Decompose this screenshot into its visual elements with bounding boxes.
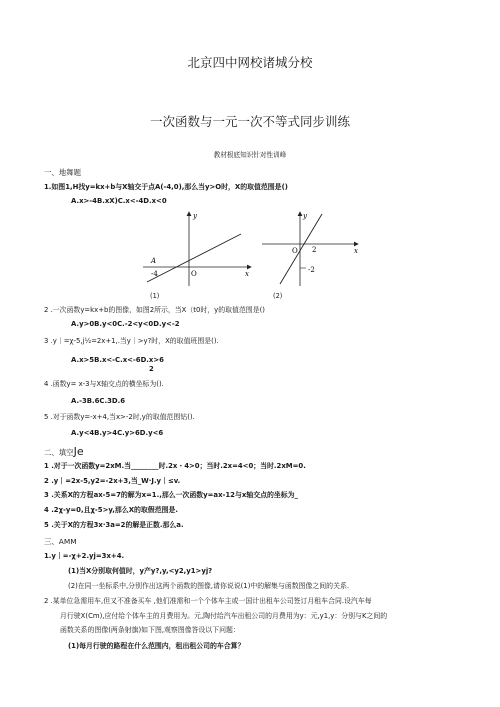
fig1-x-label: x [245, 270, 249, 278]
fig2-neg-intercept-label: -2 [308, 266, 315, 274]
s3-q1b-text: (2)在同一坐标系中,分别作出这两个函数的图像,请你说说(1)中的解集与函数图像之间的关系. [68, 582, 350, 590]
s1-q3-note: 2 [149, 365, 154, 373]
section2-heading [44, 446, 84, 457]
section2-heading-text: 二、填空 [44, 448, 74, 457]
s1-q5-options: A.y<4B.y>4C.y>6D.y<6 [71, 429, 164, 437]
school-name: 北京四中网校诸城分校 [187, 55, 313, 70]
s1-q2-text: 2 .一次函数y=kx+b的图像，如图2所示，当X（t0时，y的取值范围是() [44, 306, 265, 314]
section2-heading-large: Je [73, 445, 84, 458]
s2-q5-text: 5 .关于X的方程3x·3a=2的解是正数.那么a. [44, 521, 184, 529]
fig1-y-label: y [193, 212, 197, 220]
s1-q1-text: 1.如图1,H找y=kx+b与X轴交于点A(-4,0),那么当y>O时，X的取值范围是() [44, 183, 288, 191]
s1-q2-options: A.y>0B.y<0C.-2<y<0D.y<-2 [71, 320, 180, 328]
section3-heading: 三、AMM [44, 537, 77, 546]
s1-q1-options: A.x>-4B.xX)C.x<-4D.x<0 [71, 197, 167, 205]
s1-q4-text: 4 .函数y= x-3与X轴交点的横坐标为(). [44, 380, 164, 388]
fig2-x-label: x [354, 247, 358, 255]
fig1-point-a-label: A [151, 257, 157, 265]
page-title: 一次函数与一元一次不等式同步训练 [149, 114, 350, 129]
s3-q2a-text: (1)每月行驶的路程在什么范围内，租出租公司的车合算？ [68, 642, 245, 650]
s2-q4-text: 4 .2χ-y=0,且χ-5>y,那么X的取假范围是. [44, 506, 178, 514]
fig2-intercept-label: 2 [312, 246, 317, 254]
s3-q1-text: 1.y｜=-χ+2.yj=3x+4. [44, 552, 125, 560]
s1-q3-text: 3 .y｜=χ-5,j½=2x+1,.当y｜>y?时，X的取值班围是(). [44, 337, 219, 345]
s3-q2-line3: 函数关系的图像(两条射旗)如下图,观察图像答设以下问题： [60, 626, 240, 634]
s2-q2-text: 2 .y｜=2x-5,y2=-2x+3,当_W·J.y｜≤v. [44, 477, 181, 485]
fig2-y-label: y [303, 212, 307, 220]
fig2-origin-label: O [292, 247, 298, 255]
s3-q2-line2: 月行驶X(Cm),应付给个体车主的月费用为。元,陶付给汽车出租公司的月费用为y：元,y1,y：分别与K之间的 [60, 612, 388, 620]
s2-q1-text: 1 .对于一次函数y=2xM.当________时.2x・4>0；当时.2x=4<0；当时.2xM=0. [44, 462, 306, 470]
s1-q5-text: 5 .对于函数y=-x+4,当x>-2时,y的取值范围钻(). [44, 413, 195, 421]
figure-2-caption: (2) [273, 292, 283, 300]
page-subtitle: 教材根底知识针对性训峰 [213, 151, 287, 159]
s3-q1a-text: (1)当X分别取何值时，y产y?,y,<y2,y1>yj? [68, 567, 213, 575]
s2-q3-text: 3 .关系X的方程ax-5=7的解为x=1.,那么一次函数y=ax-12与x轴交点的坐标为_ [44, 491, 298, 499]
figure-2-graph [258, 208, 363, 290]
figure-1-graph [135, 208, 255, 290]
s1-q4-options: A.-3B.6C.3D.6 [71, 397, 125, 405]
s3-q2-line1: 2 .某单位急需用车,但又不准备买车 ,他们准需和一个个体车主或一国计出租车公司签订月租车合同.设汽车每 [44, 597, 372, 605]
fig1-origin-label: O [191, 270, 197, 278]
figure-1-caption: (1) [150, 292, 160, 300]
section1-heading: 一、地舞题 [44, 168, 81, 177]
fig1-tick-label: -4 [151, 270, 158, 278]
s1-q3-options: A.x>5B.x<-C.x<-6D.x>6 [71, 356, 164, 364]
